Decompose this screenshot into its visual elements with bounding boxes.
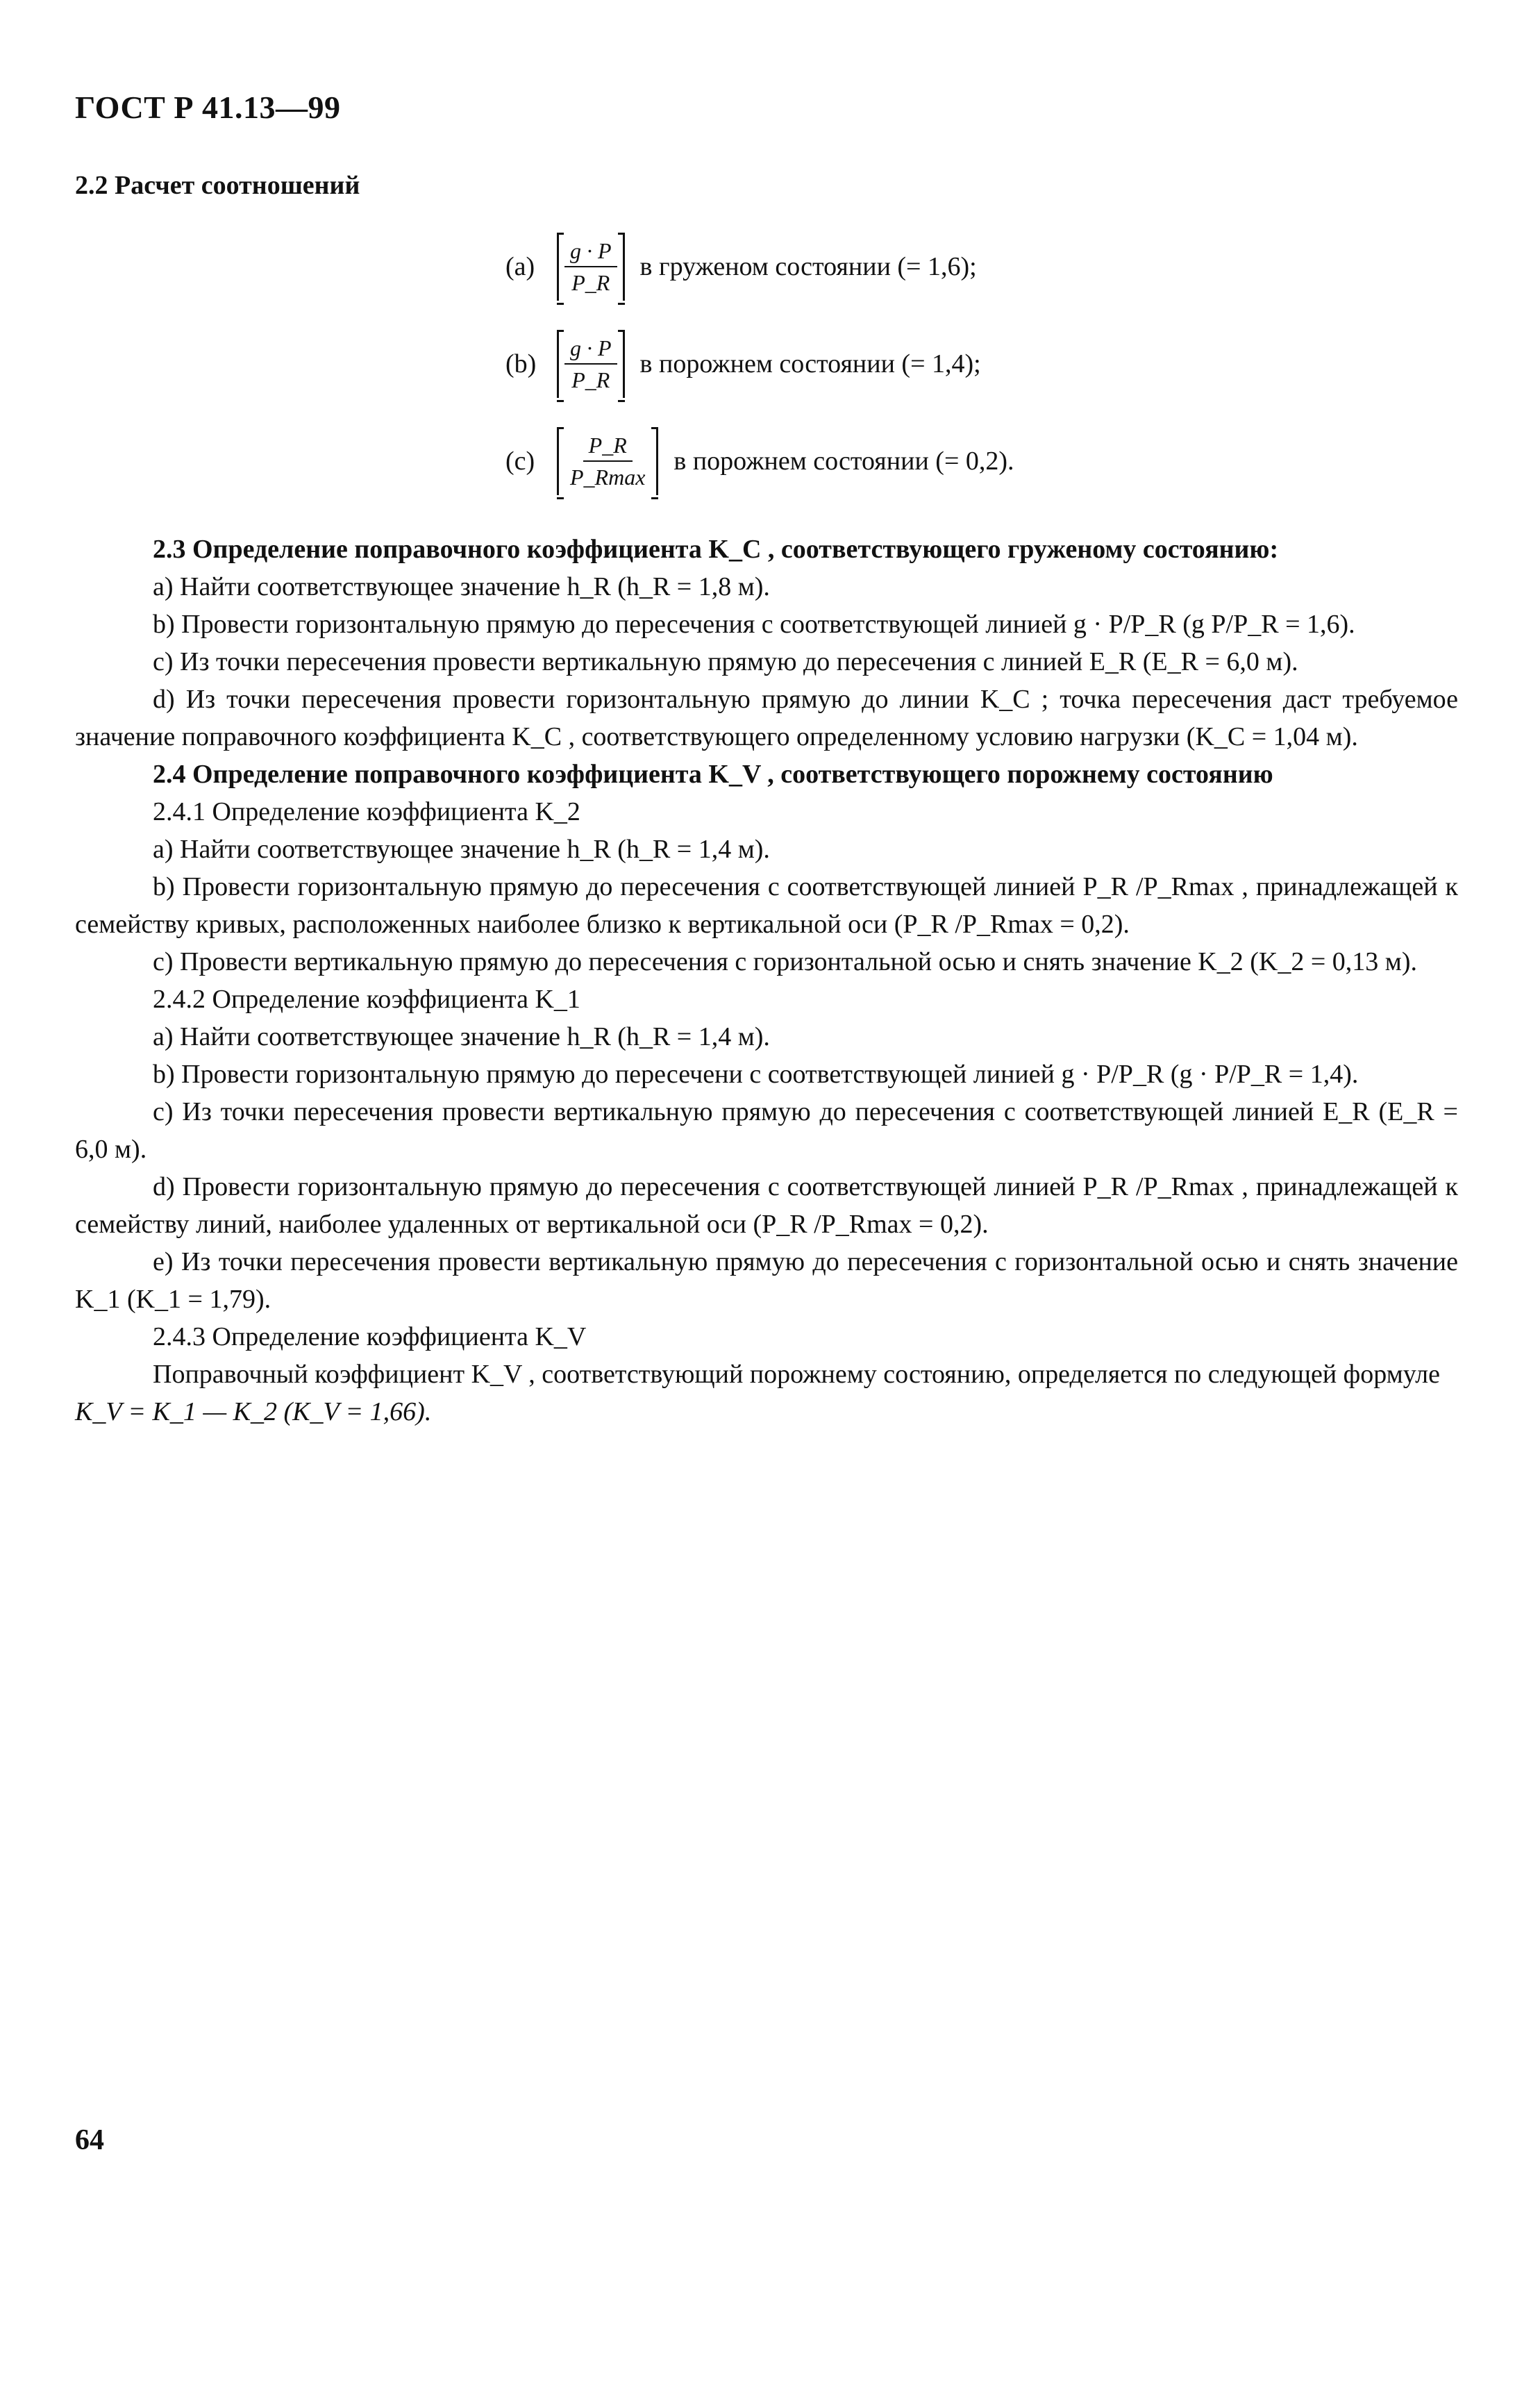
section-2-3-title: 2.3 Определение поправочного коэффициента K_C , соответствующего груженому состоянию: [153,535,1279,564]
section-2-4-1-item-c: c) Провести вертикальную прямую до пересечения с горизонтальной осью и снять значение K_2 (K_2 = 0,13 м). [153,947,1417,976]
section-2-4-3-title: 2.4.3 Определение коэффициента K_V [153,1322,587,1351]
ratio-bracket [557,427,658,495]
fraction-denominator: P_Rmax [570,465,646,490]
fraction-numerator: g · P [564,237,617,267]
fraction-numerator: g · P [564,334,617,365]
section-2-4-2-item-a: a) Найти соответствующее значение h_R (h_R = 1,4 м). [153,1022,770,1051]
ratio-fraction [564,431,651,491]
kv-formula: K_V = K_1 — K_2 (K_V = 1,66). [75,1397,432,1426]
ratio-text: в порожнем состоянии (= 0,2). [673,447,1014,476]
ratio-a [505,218,1458,315]
ratio-bracket [557,330,625,398]
fraction-numerator: P_R [583,431,633,462]
section-2-2-title: 2.2 Расчет соотношений [75,171,360,200]
section-2-4-1-item-b: b) Провести горизонтальную прямую до пересечения с соответствующей линией P_R /P_Rmax , принадлежащей к семейству кривых, расположенных наиболее близко к вертикальной оси (P_R /P_Rmax = 0,2). [75,872,1458,939]
document-body [75,167,1458,1431]
ratio-label: (a) [505,252,535,281]
ratio-b [505,315,1458,412]
section-2-4-2-item-d: d) Провести горизонтальную прямую до пересечения с соответствующей линией P_R /P_Rmax , принадлежащей к семейству линий, наиболее удаленных от вертикальной оси (P_R /P_Rmax = 0,2). [75,1172,1458,1239]
page-number: 64 [75,2124,104,2156]
ratio-c [505,412,1458,510]
ratio-bracket [557,233,625,301]
section-2-4-3-text: Поправочный коэффициент K_V , соответствующий порожнему состоянию, определяется по следующей формуле [153,1360,1440,1389]
document-header: ГОСТ Р 41.13—99 [75,90,341,125]
ratio-label: (b) [505,349,537,378]
section-2-4-2-item-c: c) Из точки пересечения провести вертикальную прямую до пересечения с соответствующей линией E_R (E_R = 6,0 м). [75,1097,1458,1164]
ratio-fraction [564,237,617,297]
section-2-3-item-a: a) Найти соответствующее значение h_R (h_R = 1,8 м). [153,572,770,601]
section-2-4-2-title: 2.4.2 Определение коэффициента K_1 [153,985,580,1014]
ratio-text: в порожнем состоянии (= 1,4); [639,349,981,378]
section-2-3-item-b: b) Провести горизонтальную прямую до пересечения с соответствующей линией g · P/P_R (g P/P_R = 1,6). [153,610,1355,639]
section-2-4-title: 2.4 Определение поправочного коэффициента K_V , соответствующего порожнему состоянию [153,760,1273,789]
section-2-3-item-d: d) Из точки пересечения провести горизонтальную прямую до линии K_C ; точка пересечения даст требуемое значение поправочного коэффициента K_C , соответствующего определенному условию нагрузки (K_C = 1,04 м). [75,685,1458,751]
fraction-denominator: P_R [571,270,610,295]
ratio-text: в груженом состоянии (= 1,6); [639,252,977,281]
section-2-4-2-item-e: e) Из точки пересечения провести вертикальную прямую до пересечения с горизонтальной осью и снять значение K_1 (K_1 = 1,79). [75,1247,1458,1314]
section-2-4-2-item-b: b) Провести горизонтальную прямую до пересечени с соответствующей линией g · P/P_R (g · P/P_R = 1,4). [153,1060,1359,1089]
ratio-list [75,218,1458,510]
section-2-4-1-title: 2.4.1 Определение коэффициента K_2 [153,797,580,826]
ratio-fraction [564,334,617,394]
fraction-denominator: P_R [571,367,610,392]
section-2-3-item-c: c) Из точки пересечения провести вертикальную прямую до пересечения с линией E_R (E_R = 6,0 м). [153,647,1298,676]
ratio-label: (c) [505,447,535,476]
section-2-4-1-item-a: a) Найти соответствующее значение h_R (h_R = 1,4 м). [153,835,770,864]
